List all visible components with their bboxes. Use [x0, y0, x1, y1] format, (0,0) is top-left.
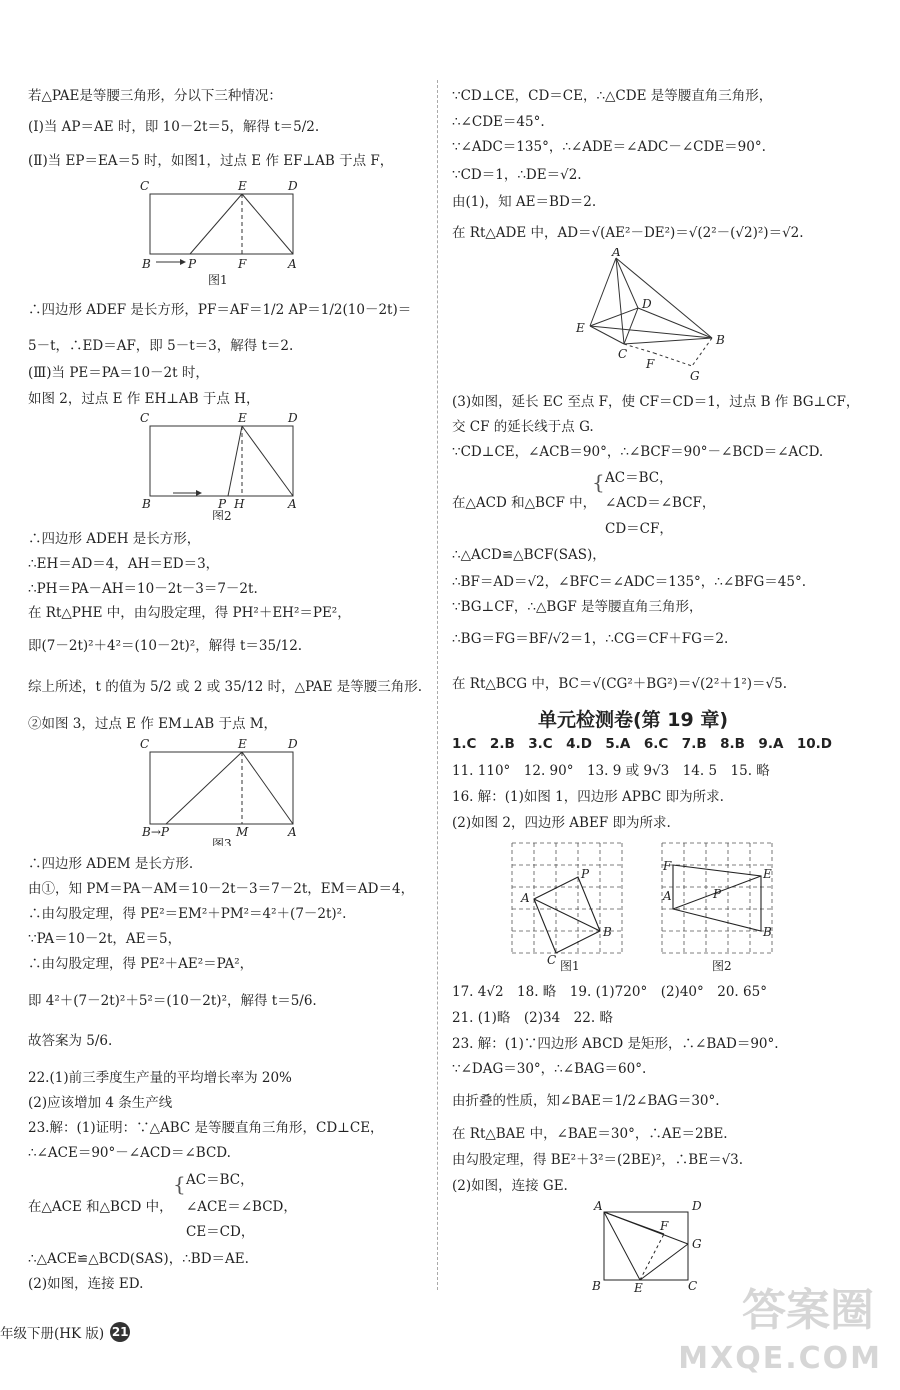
text-line: ∴由勾股定理，得 PE²＋AE²＝PA²，: [28, 956, 254, 972]
figure-caption: 图3: [212, 837, 232, 846]
answer-line: 1.C 2.B 3.C 4.D 5.A 6.C 7.B 8.B 9.A 10.D: [452, 736, 833, 752]
text-line: (Ⅰ)当 AP＝AE 时，即 10－2t＝5，解得 t＝5/2.: [28, 119, 320, 135]
text-line: ∴四边形 ADEM 是长方形.: [28, 856, 194, 872]
svg-text:D: D: [642, 297, 652, 311]
text-line: ∴EH＝AD＝4，AH＝ED＝3，: [28, 556, 220, 572]
svg-text:A: A: [521, 891, 530, 905]
text-line: ∵CD⊥CE，CD＝CE，∴△CDE 是等腰直角三角形，: [452, 88, 773, 104]
text-line: (2)如图，连接 ED.: [28, 1276, 144, 1292]
svg-text:H: H: [234, 497, 245, 511]
svg-text:C: C: [140, 411, 150, 425]
watermark-url: MXQE.COM: [678, 1341, 882, 1376]
text-line: 在 Rt△PHE 中，由勾股定理，得 PH²＋EH²＝PE²，: [28, 605, 351, 621]
text-line: 在 Rt△ADE 中，AD＝√(AE²－DE²)＝√(2²－(√2)²)＝√2.: [452, 225, 804, 241]
page-footer: [0, 1322, 130, 1342]
text-line: ∴由勾股定理，得 PE²＝EM²＋PM²＝4²＋(7－2t)².: [28, 906, 347, 922]
answer-line: 17. 4√2 18. 略 19. (1)720° (2)40° 20. 65°: [452, 984, 767, 1000]
text-line: 在△ACD 和△BCF 中，: [452, 495, 597, 511]
svg-text:D: D: [288, 179, 298, 193]
svg-text:E: E: [576, 321, 585, 335]
figure-2: [138, 410, 318, 524]
text-line: 由①，知 PM＝PA－AM＝10－2t－3＝7－2t，EM＝AD＝4，: [28, 881, 415, 897]
figure-1: [138, 178, 318, 292]
svg-text:E: E: [763, 867, 772, 881]
svg-text:F: F: [646, 357, 655, 371]
text-line: AC＝BC，: [186, 1172, 254, 1188]
answer-line: (2)如图，连接 GE.: [452, 1178, 568, 1194]
svg-text:B: B: [142, 497, 151, 511]
svg-text:B: B: [603, 925, 612, 939]
text-line: ∠ACD＝∠BCF，: [605, 495, 716, 511]
svg-text:A: A: [288, 825, 297, 839]
text-line: (Ⅲ)当 PE＝PA＝10－2t 时，: [28, 365, 209, 381]
text-line: CE＝CD，: [186, 1224, 255, 1240]
text-line: ∵PA＝10－2t，AE＝5，: [28, 931, 182, 947]
text-line: ∴BG＝FG＝BF/√2＝1，∴CG＝CF＋FG＝2.: [452, 631, 729, 647]
text-line: ∴∠ACE＝90°－∠ACD＝∠BCD.: [28, 1145, 231, 1161]
grade-label: 年级下册(HK 版): [0, 1326, 105, 1342]
text-line: 由(1)，知 AE＝BD＝2.: [452, 194, 597, 210]
svg-text:C: C: [140, 737, 150, 751]
text-line: ∵BG⊥CF，∴△BGF 是等腰直角三角形，: [452, 599, 703, 615]
svg-text:A: A: [288, 257, 297, 271]
figure-3: [138, 736, 318, 850]
answer-line: 23. 解：(1)∵四边形 ABCD 是矩形，∴∠BAD＝90°.: [452, 1036, 779, 1052]
svg-text:G: G: [692, 1237, 702, 1251]
answer-line: 由勾股定理，得 BE²＋3²＝(2BE)²，∴BE＝√3.: [452, 1152, 744, 1168]
answer-line: 在 Rt△BAE 中，∠BAE＝30°，∴AE＝2BE.: [452, 1126, 728, 1142]
text-line: ②如图 3，过点 E 作 EM⊥AB 于点 M，: [28, 716, 278, 732]
svg-text:B: B: [763, 925, 772, 939]
text-line: 在△ACE 和△BCD 中，: [28, 1199, 173, 1215]
svg-text:E: E: [634, 1281, 643, 1294]
text-line: (Ⅱ)当 EP＝EA＝5 时，如图1，过点 E 作 EF⊥AB 于点 F，: [28, 153, 394, 169]
svg-text:G: G: [690, 369, 700, 383]
text-line: ∴PH＝PA－AH＝10－2t－3＝7－2t.: [28, 581, 258, 597]
answer-line: 11. 110° 12. 90° 13. 9 或 9√3 14. 5 15. 略: [452, 763, 770, 779]
text-line: 即 4²＋(7－2t)²＋5²＝(10－2t)²，解得 t＝5/6.: [28, 993, 317, 1009]
svg-text:D: D: [692, 1199, 702, 1213]
text-line: (3)如图，延长 EC 至点 F，使 CF＝CD＝1，过点 B 作 BG⊥CF，: [452, 394, 860, 410]
text-line: ∴BF＝AD＝√2，∠BFC＝∠ADC＝135°，∴∠BFG＝45°.: [452, 574, 806, 590]
svg-text:B→P: B→P: [142, 825, 169, 839]
text-line: ∴四边形 ADEF 是长方形，PF＝AF＝1/2 AP＝1/2(10－2t)＝: [28, 302, 412, 318]
answer-line: 21. (1)略 (2)34 22. 略: [452, 1010, 613, 1026]
answer-line: 由折叠的性质，知∠BAE＝1/2∠BAG＝30°.: [452, 1093, 720, 1109]
column-divider: [437, 80, 438, 1290]
figure-caption: 图2: [212, 509, 232, 520]
page-number: 21: [110, 1322, 130, 1342]
text-line: 如图 2，过点 E 作 EH⊥AB 于点 H，: [28, 391, 260, 407]
text-line: CD＝CF，: [605, 521, 673, 537]
text-line: 22.(1)前三季度生产量的平均增长率为 20%: [28, 1070, 292, 1086]
svg-text:F: F: [660, 1219, 669, 1233]
figure-pyramid: [572, 248, 732, 392]
text-line: 23.解：(1)证明：∵△ABC 是等腰直角三角形，CD⊥CE，: [28, 1120, 384, 1136]
svg-text:B: B: [142, 257, 151, 271]
text-line: ∵CD＝1，∴DE＝√2.: [452, 167, 582, 183]
watermark-logo: 答案圈: [742, 1285, 874, 1336]
text-line: (2)应该增加 4 条生产线: [28, 1095, 173, 1111]
text-line: 5－t，∴ED＝AF，即 5－t＝3，解得 t＝2.: [28, 338, 294, 354]
svg-text:E: E: [238, 179, 247, 193]
svg-text:E: E: [238, 411, 247, 425]
svg-text:P: P: [218, 497, 227, 511]
text-line: ∴△ACD≌△BCF(SAS)，: [452, 547, 606, 563]
figure-caption: 图1: [208, 273, 228, 287]
text-line: 即(7－2t)²＋4²＝(10－2t)²，解得 t＝35/12.: [28, 638, 303, 654]
svg-text:A: A: [594, 1199, 603, 1213]
text-line: 交 CF 的延长线于点 G.: [452, 419, 594, 435]
svg-text:D: D: [288, 737, 298, 751]
svg-text:A: A: [663, 889, 672, 903]
svg-text:B: B: [592, 1279, 601, 1293]
answer-line: 16. 解：(1)如图 1，四边形 APBC 即为所求.: [452, 789, 724, 805]
text-line: 故答案为 5/6.: [28, 1033, 113, 1049]
grid-figure-2: [657, 838, 777, 972]
text-line: ∴四边形 ADEH 是长方形，: [28, 531, 201, 547]
svg-text:P: P: [713, 887, 722, 901]
svg-text:C: C: [688, 1279, 698, 1293]
svg-text:D: D: [288, 411, 298, 425]
section-title: 单元检测卷(第 19 章): [538, 709, 729, 731]
text-line: 若△PAE是等腰三角形，分以下三种情况：: [28, 88, 282, 104]
text-line: ∴∠CDE＝45°.: [452, 114, 545, 130]
svg-text:C: C: [618, 347, 628, 361]
grid-caption: 图2: [712, 959, 732, 973]
svg-text:C: C: [547, 953, 557, 967]
answer-line: (2)如图 2，四边形 ABEF 即为所求.: [452, 815, 671, 831]
text-line: 在 Rt△BCG 中，BC＝√(CG²＋BG²)＝√(2²＋1²)＝√5.: [452, 676, 787, 692]
brace: {: [173, 1172, 186, 1196]
text-line: ∵∠ADC＝135°，∴∠ADE＝∠ADC－∠CDE＝90°.: [452, 139, 766, 155]
text-line: AC＝BC，: [605, 470, 673, 486]
svg-text:P: P: [581, 867, 590, 881]
figure-rectangle-fold: [592, 1198, 712, 1298]
grid-figure-1: [507, 838, 627, 972]
svg-text:A: A: [612, 248, 621, 259]
svg-text:P: P: [188, 257, 197, 271]
svg-text:E: E: [238, 737, 247, 751]
text-line: ∠ACE＝∠BCD，: [186, 1199, 297, 1215]
text-line: ∴△ACE≌△BCD(SAS)，∴BD＝AE.: [28, 1251, 249, 1267]
svg-text:A: A: [288, 497, 297, 511]
text-line: 综上所述，t 的值为 5/2 或 2 或 35/12 时，△PAE 是等腰三角形.: [28, 679, 423, 695]
grid-caption: 图1: [560, 959, 580, 973]
text-line: ∵CD⊥CE，∠ACB＝90°，∴∠BCF＝90°－∠BCD＝∠ACD.: [452, 444, 824, 460]
svg-text:C: C: [140, 179, 150, 193]
answer-line: ∵∠DAG＝30°，∴∠BAG＝60°.: [452, 1061, 647, 1077]
svg-text:B: B: [716, 333, 725, 347]
svg-text:F: F: [238, 257, 247, 271]
brace: {: [592, 470, 605, 494]
svg-text:F: F: [663, 859, 672, 873]
svg-text:M: M: [236, 825, 249, 839]
